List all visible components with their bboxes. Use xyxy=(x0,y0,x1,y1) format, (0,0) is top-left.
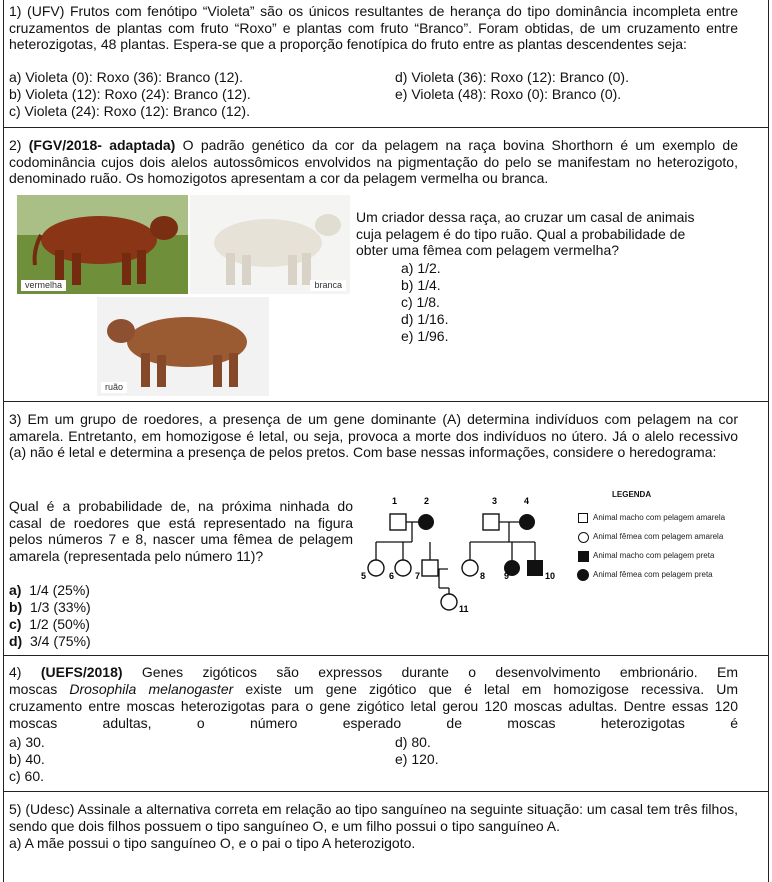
pedigree-number-10: 10 xyxy=(545,571,556,581)
q4-line3: cruzamento entre moscas heterozigotas para o gene zigótico letal gerou 120 moscas adultas. Dentre essas 120 moscas adultas, o número esperado de moscas heterozigotas é xyxy=(9,698,738,731)
q4-line2 xyxy=(9,681,738,698)
q4-option-e: e) 120. xyxy=(395,751,439,767)
q4-line2-pre: moscas xyxy=(9,681,70,697)
pedigree-individual-5 xyxy=(368,560,384,576)
q3-option-b-letter: b) xyxy=(9,599,23,615)
q4-species: Drosophila melanogaster xyxy=(69,681,234,697)
q4-line2-post: existe um gene zigótico que é letal em homozigose recessiva. Um xyxy=(233,681,738,697)
q2-text xyxy=(9,137,738,187)
white-cow-label: branca xyxy=(310,280,346,291)
pedigree-number-6: 6 xyxy=(389,571,395,581)
pedigree-number-3: 3 xyxy=(492,496,498,506)
legend-male-yellow-icon xyxy=(578,513,588,523)
legend-item-male-yellow: Animal macho com pelagem amarela xyxy=(593,513,726,522)
q1-option-e: e) Violeta (48): Roxo (0): Branco (0). xyxy=(395,86,622,102)
pedigree-number-9: 9 xyxy=(504,571,510,581)
roan-cow-photo xyxy=(97,297,269,396)
q4-line1-text: Genes zigóticos são expressos durante o desenvolvimento embrionário. Em xyxy=(141,664,739,680)
q2-option-c: c) 1/8. xyxy=(401,294,440,310)
q4-option-a: a) 30. xyxy=(9,734,45,750)
q2-option-b: b) 1/4. xyxy=(401,277,441,293)
q3-option-c-letter: c) xyxy=(9,616,22,632)
q3-text: 3) Em um grupo de roedores, a presença de um gene dominante (A) determina indivíduos com pelagem na cor amarela. Entretanto, em homozigose é letal, ou seja, provoca a morte dos indivíduos no útero. Já o alelo recessivo (a) não é letal e determina a presença de pelos pretos. Com base nessas informações, considere o heredograma: xyxy=(9,411,738,460)
q3-option-b-text: 1/3 (33%) xyxy=(30,599,91,615)
q2-option-e: e) 1/96. xyxy=(401,328,449,344)
legend-item-female-yellow: Animal fêmea com pelagem amarela xyxy=(593,532,724,541)
q4-option-d: d) 80. xyxy=(395,734,431,750)
legend-item-female-black: Animal fêmea com pelagem preta xyxy=(593,570,713,579)
legend-female-yellow-icon xyxy=(578,532,589,543)
pedigree-individual-10 xyxy=(527,560,543,576)
q3-option-a-text: 1/4 (25%) xyxy=(29,582,90,598)
q2-source: (FGV/2018- adaptada) xyxy=(28,137,176,153)
pedigree-number-2: 2 xyxy=(424,496,430,506)
q3-option-c xyxy=(9,616,90,633)
q2-body: O padrão genético da cor da pelagem na raça bovina Shorthorn é um exemplo de codominância cujos dois alelos autossômicos envolvidos na pigmentação do pelo se manifestam no heterozigoto, denominado ruão. Os homozigotos apresentam a cor da pelagem vermelha ou branca. xyxy=(9,137,738,186)
pedigree-individual-8 xyxy=(462,560,478,576)
pedigree-number-11: 11 xyxy=(459,604,469,614)
legend-item-male-black: Animal macho com pelagem preta xyxy=(593,551,715,560)
pedigree-number-4: 4 xyxy=(524,496,530,506)
q4-option-b: b) 40. xyxy=(9,751,45,767)
pedigree-number-8: 8 xyxy=(480,571,486,581)
q3-option-c-text: 1/2 (50%) xyxy=(29,616,90,632)
divider xyxy=(3,401,769,402)
pedigree-individual-11 xyxy=(441,594,457,610)
q4-line1 xyxy=(9,664,738,681)
q1-option-d: d) Violeta (36): Roxo (12): Branco (0). xyxy=(395,69,629,85)
q3-option-b xyxy=(9,599,91,616)
q5-text: 5) (Udesc) Assinale a alternativa correta em relação ao tipo sanguíneo na seguinte situação: um casal tem três filhos, sendo que dois filhos possuem o tipo sanguíneo O, e um filho possui o tipo sanguíneo A. xyxy=(9,801,738,834)
q4-number: 4) xyxy=(9,664,22,680)
legend-male-black-icon xyxy=(578,551,589,562)
q1-option-b: b) Violeta (12): Roxo (24): Branco (12). xyxy=(9,86,251,102)
divider xyxy=(3,655,769,656)
pedigree-individual-1 xyxy=(390,514,406,530)
q2-number: 2) xyxy=(9,137,22,153)
red-cow-label: vermelha xyxy=(21,280,66,291)
q5-option-a: a) A mãe possui o tipo sanguíneo O, e o pai o tipo A heterozigoto. xyxy=(9,835,416,851)
pedigree-chart xyxy=(358,490,558,620)
legend-title: LEGENDA xyxy=(612,490,652,499)
white-cow-photo xyxy=(190,195,350,294)
red-cow-photo xyxy=(17,195,188,294)
q3-option-d-text: 3/4 (75%) xyxy=(30,633,91,649)
divider xyxy=(3,791,769,792)
q1-option-a: a) Violeta (0): Roxo (36): Branco (12). xyxy=(9,69,243,85)
q1-option-c: c) Violeta (24): Roxo (12): Branco (12). xyxy=(9,103,250,119)
q4-source: (UEFS/2018) xyxy=(40,664,123,680)
q3-option-a xyxy=(9,582,90,599)
roan-cow-label: ruão xyxy=(101,382,127,393)
q4-option-c: c) 60. xyxy=(9,768,45,784)
q3-question: Qual é a probabilidade de, na próxima ninhada do casal de roedores que está representado na figura pelos números 7 e 8, nascer uma fêmea de pelagem amarela (representada pelo número 11)? xyxy=(9,498,353,564)
pedigree-number-7: 7 xyxy=(415,571,421,581)
q2-option-a: a) 1/2. xyxy=(401,260,441,276)
pedigree-individual-2 xyxy=(418,514,434,530)
pedigree-number-1: 1 xyxy=(392,496,398,506)
pedigree-individual-3 xyxy=(483,514,499,530)
q3-option-a-letter: a) xyxy=(9,582,22,598)
q2-option-d: d) 1/16. xyxy=(401,311,449,327)
pedigree-individual-6 xyxy=(395,560,411,576)
divider xyxy=(3,127,769,128)
q3-option-d xyxy=(9,633,91,650)
pedigree-individual-7 xyxy=(422,560,438,576)
q1-text: 1) (UFV) Frutos com fenótipo “Violeta” são os únicos resultantes de herança do tipo dominância incompleta entre cruzamentos de plantas com fruto “Roxo” e plantas com fruto “Branco”. Foram obtidas, de um cruzamento entre heterozigotas, 48 plantas. Espera-se que a proporção fenotípica do fruto entre as plantas descendentes seja: xyxy=(9,3,738,52)
legend-female-black-icon xyxy=(577,569,589,581)
pedigree-number-5: 5 xyxy=(361,571,367,581)
q2-question: Um criador dessa raça, ao cruzar um casal de animais cuja pelagem é do tipo ruão. Qual a probabilidade de obter uma fêmea com pelagem vermelha? xyxy=(356,209,695,258)
pedigree-individual-4 xyxy=(519,514,535,530)
q3-option-d-letter: d) xyxy=(9,633,23,649)
